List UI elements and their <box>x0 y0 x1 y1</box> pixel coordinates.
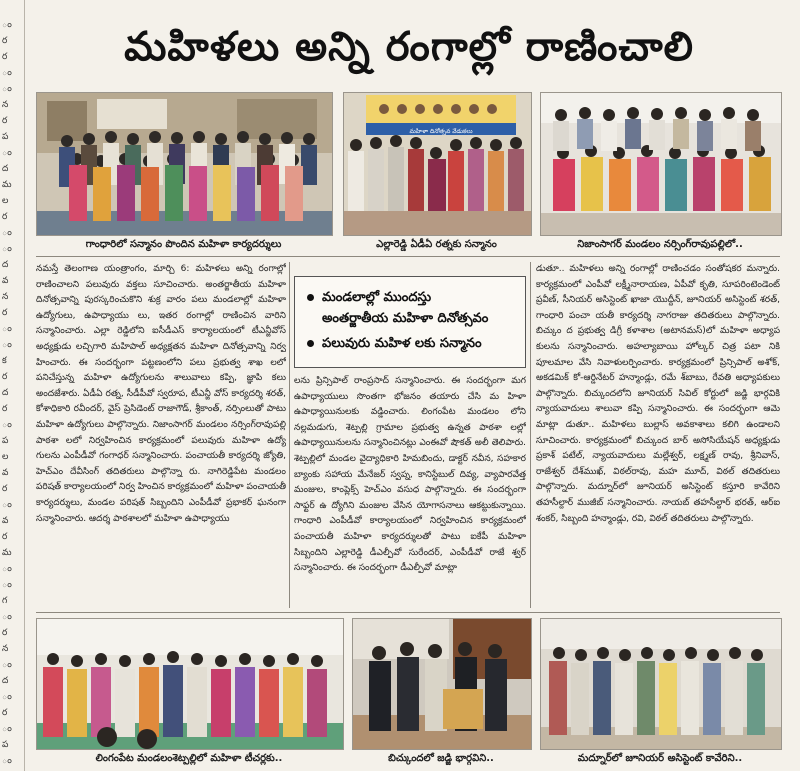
margin-glyph: ం <box>2 20 12 30</box>
margin-glyph: న <box>2 100 9 110</box>
bullet-icon <box>307 340 314 347</box>
margin-glyph: ం <box>2 420 12 430</box>
highlight-item-1 <box>307 287 517 329</box>
caption-bottom-right: మద్నూర్‌లో జూనియర్ అసిస్టెంట్ కావేరిని.. <box>577 753 743 764</box>
margin-glyph: ర <box>2 708 8 718</box>
margin-glyph: ద <box>2 164 9 174</box>
margin-glyph: ప <box>2 740 9 750</box>
photo-lingampet-teachers <box>36 618 344 750</box>
margin-glyph: ం <box>2 324 12 334</box>
margin-glyph: వ <box>2 516 9 526</box>
margin-glyph: ం <box>2 68 12 78</box>
margin-glyph: ం <box>2 500 12 510</box>
highlight-box <box>294 276 526 368</box>
margin-glyph: ం <box>2 724 12 734</box>
margin-glyph: ం <box>2 612 12 622</box>
margin-glyph: ం <box>2 692 12 702</box>
margin-glyph: గ <box>2 596 8 606</box>
svg-text:మహిళా దినోత్సవ వేడుకలు: మహిళా దినోత్సవ వేడుకలు <box>409 128 473 135</box>
margin-glyph: ం <box>2 756 12 766</box>
caption-bottom-left: లింగంపేట మండలంశెట్పల్లిలో మహిళా టీచర్లకు.. <box>95 753 283 764</box>
margin-glyph: ద <box>2 676 9 686</box>
margin-glyph: ర <box>2 212 8 222</box>
margin-glyph: న <box>2 644 9 654</box>
margin-glyph: ర <box>2 532 8 542</box>
column-rule-2 <box>530 262 531 608</box>
divider-bottom <box>36 612 780 613</box>
margin-glyph: ర <box>2 36 8 46</box>
margin-glyph: ర <box>2 372 8 382</box>
margin-glyph: ర <box>2 116 8 126</box>
article-text-3: డుతూ.. మహిళలు అన్ని రంగాల్లో రాణించడం సంతోషకర మన్నారు. కార్యక్రమంలో ఎంపీవో లక్ష్మీనారాయణ, ఏపీవో కృతి, సూపరింటెండెంట్ ప్రవీణ్, సీనియర్ అసిస్టెంట్ ఖాజా యొద్దీన్, జూనియర్ అసిస్టెంట్ శరత్, గాంధారి పంచా యతీ కార్యదర్శి నాగరాజు తదితరులు పాల్గొన్నారు. బిచ్కుం ద ప్రభుత్వ డిగ్రీ కళాశాల (అటానమస్)లో మహిళా అధ్యాప కులను సన్మానించారు. అహల్యాబాయి హోల్కర్ చిత్ర పటా నికి పూలమాల వేసి నివాళులర్పించారు. కార్యక్రమంలో ప్రిన్సిపాల్ అశోక్, అకడమిక్ కో-ఆర్డినేటర్ హన్మాండ్లు, రమే శ్‌బాబు, రేవతి అధ్యాపకులు పాల్గొన్నారు. బిచ్కుందలోని జూనియర్ సివిల్ కోర్టులో జడ్జి భార్గవికి న్యాయవాదులు శాలువా కప్పి సన్మానించారు. ఈ సందర్భంగా ఆమె మాట్లా డుతూ.. మహిళలు బుల్లాస్ అవకాశాలు కలిగి ఉండాలని సూచించారు. కార్యక్రమంలో బిచ్కుంద బార్ అసోసియేషన్ అధ్యక్షుడు ప్రకాశ్ పటేల్, న్యాయవాదులు మల్లేశ్వర్, లక్ష్మణ్ రావు, శ్రీనివాస్, రాజేశ్వర్ దేశ్‌ముఖ్, విఠల్‌రావు, మహ మూద్, విఠల్ తదితరులు పాల్గొన్నారు. మద్నూర్‌లో జూనియర్ అసిస్టెంట్ కస్తూరి కావేరిని తహసీల్దార్ ముజీబ్ సన్మానించారు. నాయబ్ తహసీల్దార్ భరత్, ఆర్ఐ శంకర్, సిబ్బంది హన్మాండ్లు, రవి, విఠల్ తదితరులు పాల్గొన్నారు. <box>536 264 780 524</box>
caption-top-right: నిజాంసాగర్ మండలం నర్సింగ్‌రావుపల్లిలో.. <box>577 239 743 250</box>
margin-glyph: ం <box>2 340 12 350</box>
margin-glyph: ర <box>2 484 8 494</box>
margin-glyph: ప <box>2 132 9 142</box>
article-text-2: లను ప్రిన్సిపాల్ రాంప్రసాద్ సన్మానించారు. ఈ సందర్భంగా మగ ఉపాధ్యాయులు సొంతగా భోజనం తయారు చేసి మ హిళా ఉపాధ్యాయినులకు వడ్డించారు. లింగంపేట మండలం లోని నల్లమడుగు, శెట్పల్లి గ్రామాల ప్రభుత్వ ఉన్నత పాఠశా లల్లో ఉపాధ్యాయినులను సన్మానించినట్లు ఎంఈవో షౌకత్ అలీ తెలిపారు. శెట్పల్లిలో మండల వైద్యాధికారి హిమబిందు, డాక్టర్ నవీన, సహకార బ్యాంకు సహాయ మేనేజర్ స్వప్న, కానిస్టేబుల్ దివ్య, వ్యాపారవేత్త మంజుల, కాంప్లెక్స్ హెచ్ఎం వసుధ పాల్గొన్నారు. ఈ సందర్భంగా సాఫ్టర్ ఉ ద్యోగిని మంజుల వేసిన యోగాసనాలు ఆకట్టుకున్నాయి. గాంధారి ఎంపీడీవో కార్యాలయంలో నిర్వహించిన కార్యక్రమంలో పంచాయతీ మహిళా కార్యదర్శులతో పాటు ఐకేపీ మహిళా సిబ్బందిని ఎల్లారెడ్డి డీఎల్పీవో సురేందర్, ఎంపీడీవో రాజే శ్వర్ సన్మానించారు. ఈ సందర్భంగా డీఎల్పీవో మాట్లా <box>294 376 526 574</box>
margin-glyph: ం <box>2 580 12 590</box>
headline: మహిళలు అన్ని రంగాల్లో రాణించాలి <box>124 24 694 70</box>
photo-gandhari-secretaries <box>36 92 333 236</box>
photo-narsingraopally <box>540 92 782 236</box>
photo-yellareddy-ada <box>343 92 532 236</box>
article-column-3 <box>536 262 780 608</box>
margin-glyph: ర <box>2 52 8 62</box>
adjacent-column-strip <box>0 0 25 771</box>
margin-glyph: వ <box>2 276 9 286</box>
margin-glyph: ర <box>2 628 8 638</box>
caption-top-left: గాంధారిలో సన్మానం పొందిన మహిళా కార్యదర్శులు <box>85 239 282 250</box>
margin-glyph: వ <box>2 468 9 478</box>
highlight-line-1b: అంతర్జాతీయ మహిళా దినోత్సవం <box>322 311 489 326</box>
margin-glyph: న <box>2 292 9 302</box>
margin-glyph: ం <box>2 84 12 94</box>
margin-glyph: ర <box>2 308 8 318</box>
article-text-1: నమస్తే తెలంగాణ యంత్రాంగం, మార్చి 6: మహిళలు అన్ని రంగాల్లో రాణించాలని పలువురు వక్తలు సూచించారు. అంతర్జాతీయ మహిళా దినోత్సవాన్ని పురస్కరించుకొని శుక్ర వారం పలు మండలాల్లో మహిళా ఉద్యోగులు, ఉపాధ్యాయు లు, ఇతర రంగాల్లో రాణించిన వారిని సన్మానించారు. ఎల్లా రెడ్డిలోని ఐసీడీఎస్ కార్యాలయంలో టీఎన్జీవోస్ అధ్యక్షుడు లచ్చిగారి మహిపాల్ అధ్యక్షతన మహిళా దినోత్సవాన్ని నిర్వ హించారు. ఈ సందర్భంగా పట్టణంలోని పలు ప్రభుత్వ శాఖ లలో పనిచేస్తున్న మహిళా ఉద్యోగులను శాలువాలు కప్పి, జ్ఞాపి కలు అందజేశారు. ఏడీఏ రత్న, సీడీపీవో స్వరూప, టీఎన్జీ వోస్ కార్యదర్శి శరత్, కోశాధికారి రవీందర్, వైస్ ప్రెసిడెంట్ రాజాగౌడ్, శ్రీకాంత్, నర్సింలుతో పాటు మహిళా ఉద్యోగులు పాల్గొన్నారు. నిజాంసాగర్ మండలం నర్సింగ్‌రావుపల్లి పాఠశా లలో నిర్వహించిన కార్యక్రమంలో పలువురు మహిళా ఉద్యో గులను ఎంపీడీవో గంగాధర్ సన్మానించారు. పంచాయతీ కార్యదర్శి జ్యోతి, హెచ్ఎం దేవీసింగ్ తదితరులు పాల్గొన్నా రు. నాగిరెడ్డిపేట మండలం పరిషత్ కార్యాలయంలో నిర్వ హించిన కార్యక్రమంలో మహిళా పంచాయతీ కార్యదర్శులు, మండల పరిషత్ సిబ్బందిని ఎంపీడీవో ప్రభాకర్ ఘనంగా సన్మానించారు. ఆదర్శ పాఠశాలలో మహిళా ఉపాధ్యాయు <box>36 264 286 524</box>
margin-glyph: క <box>2 356 7 366</box>
margin-glyph: మ <box>2 548 12 558</box>
bullet-icon <box>307 294 314 301</box>
caption-bottom-middle: బిచ్కుందలో జడ్జి భార్గవిని.. <box>388 753 494 764</box>
highlight-line-2: పలువురు మహిళ లకు సన్మానం <box>322 336 482 351</box>
article-column-1 <box>36 262 286 608</box>
margin-glyph: ద <box>2 388 9 398</box>
caption-top-middle: ఎల్లారెడ్డి ఏడీఏ రత్నకు సన్మానం <box>376 239 497 250</box>
article-column-2 <box>294 374 526 608</box>
margin-glyph: ద <box>2 260 9 270</box>
margin-glyph: మ <box>2 180 12 190</box>
margin-glyph: ం <box>2 228 12 238</box>
highlight-line-1a: మండలాల్లో ముందస్తు <box>322 290 432 305</box>
margin-glyph: ం <box>2 564 12 574</box>
margin-glyph: ప <box>2 436 9 446</box>
margin-glyph: ర <box>2 404 8 414</box>
margin-glyph: ం <box>2 244 12 254</box>
divider-top <box>36 256 780 257</box>
margin-glyph: ల <box>2 196 9 206</box>
photo-bichkunda-judge <box>352 618 532 750</box>
margin-glyph: ం <box>2 148 12 158</box>
margin-glyph: ం <box>2 660 12 670</box>
highlight-item-2 <box>307 333 517 354</box>
photo-madnoor-assistant <box>540 618 782 750</box>
column-rule-1 <box>289 262 290 608</box>
margin-glyph: ల <box>2 452 9 462</box>
